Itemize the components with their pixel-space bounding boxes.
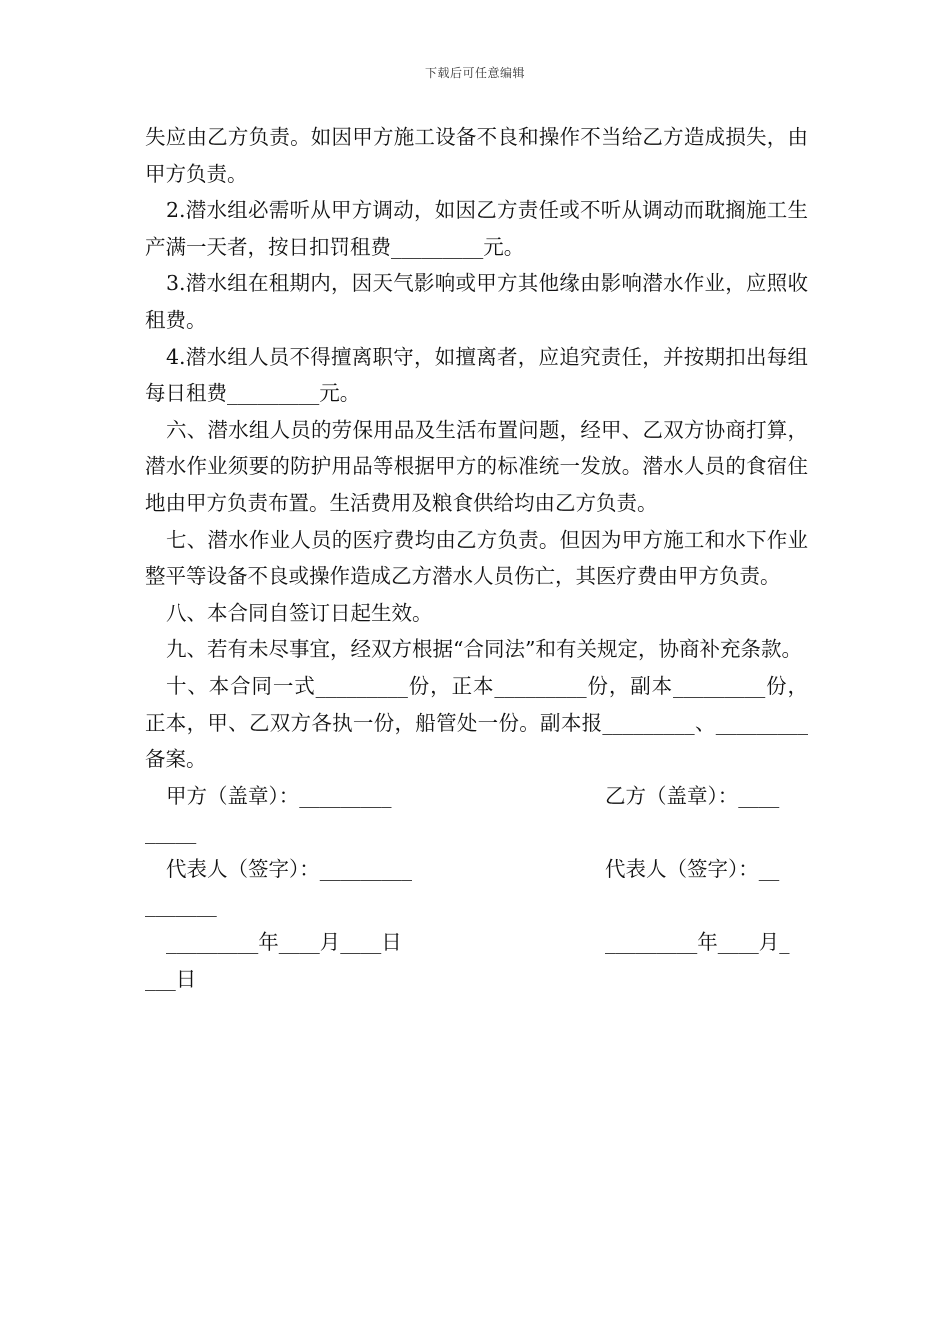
paragraph-clause-3: 3.潜水组在租期内，因天气影响或甲方其他缘由影响潜水作业，应照收租费。 xyxy=(145,271,808,332)
contract-body xyxy=(145,119,808,997)
party-a-representative-line: 代表人（签字）：_________ xyxy=(166,856,412,881)
paragraph-continuation: 失应由乙方负责。如因甲方施工设备不良和操作不当给乙方造成损失，由甲方负责。 xyxy=(145,125,808,186)
paragraph-article-10: 十、本合同一式_________份，正本_________份，副本_________份，正本，甲、乙双方各执一份，船管处一份。副本报_________、_________备案。 xyxy=(145,673,808,772)
party-b-date-continuation: ___日 xyxy=(145,966,197,991)
party-a-seal-line: 甲方（盖章）：_________ xyxy=(166,783,392,808)
party-b-representative-line: 代表人（签字）：__ xyxy=(605,856,780,881)
paragraph-clause-2: 2.潜水组必需听从甲方调动，如因乙方责任或不听从调动而耽搁施工生产满一天者，按日扣罚租费_________元。 xyxy=(145,198,808,259)
paragraph-article-9: 九、若有未尽事宜，经双方根据“合同法”和有关规定，协商补充条款。 xyxy=(166,637,802,662)
party-b-date-line: _________年____月_ xyxy=(605,930,790,955)
party-a-date-line: _________年____月____日 xyxy=(166,930,402,955)
paragraph-article-7: 七、潜水作业人员的医疗费均由乙方负责。但因为甲方施工和水下作业整平等设备不良或操作造成乙方潜水人员伤亡，其医疗费由甲方负责。 xyxy=(145,527,808,589)
page-header-note: 下载后可任意编辑 xyxy=(424,66,525,80)
party-b-representative-continuation: _______ xyxy=(145,893,217,918)
paragraph-article-6: 六、潜水组人员的劳保用品及生活布置问题，经甲、乙双方协商打算，潜水作业须要的防护用品等根据甲方的标准统一发放。潜水人员的食宿住地由甲方负责布置。生活费用及粮食供给均由乙方负责。 xyxy=(145,417,808,515)
party-b-seal-line: 乙方（盖章）：____ xyxy=(605,783,780,808)
paragraph-article-8: 八、本合同自签订日起生效。 xyxy=(166,600,433,625)
signature-date-row xyxy=(145,924,808,961)
signature-seal-row xyxy=(145,778,808,815)
paragraph-clause-4: 4.潜水组人员不得擅离职守，如擅离者，应追究责任，并按期扣出每组每日租费_________元。 xyxy=(145,344,808,406)
signature-representative-row xyxy=(145,851,808,888)
party-b-seal-continuation: _____ xyxy=(145,820,197,845)
